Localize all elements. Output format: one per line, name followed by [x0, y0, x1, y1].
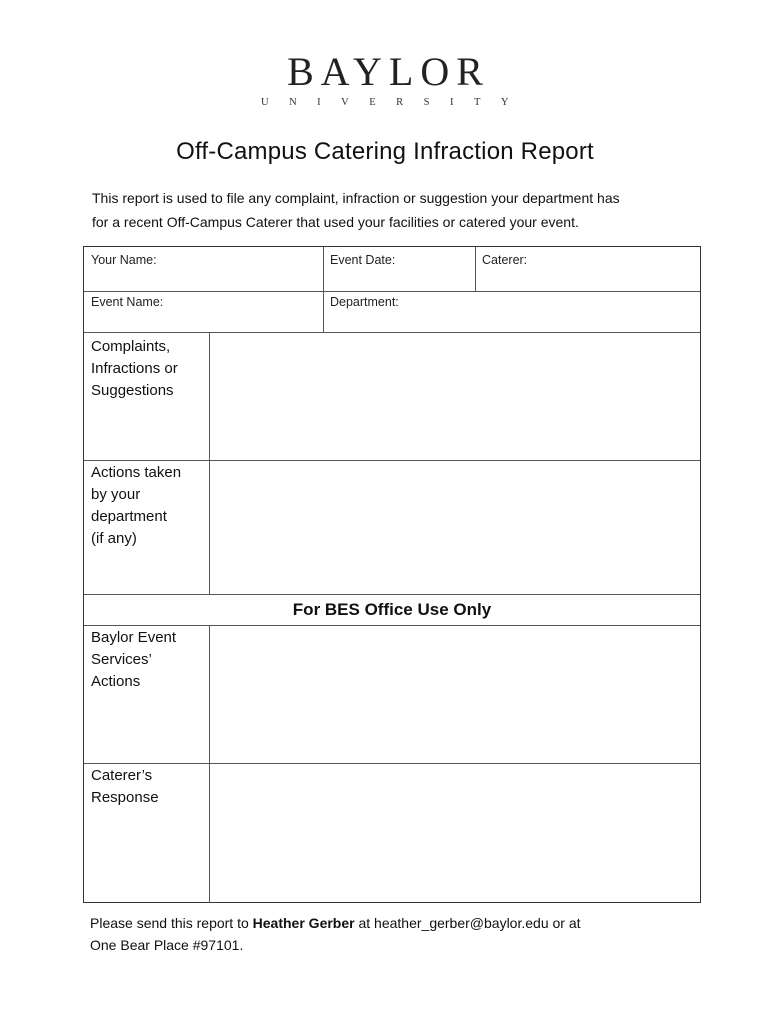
baylor-logo — [0, 49, 770, 108]
actions-taken-label-line: Actions taken — [91, 464, 182, 481]
event-date-label: Event Date: — [330, 253, 396, 267]
footer-address: One Bear Place #97101. — [90, 937, 244, 953]
complaints-field[interactable] — [210, 333, 700, 460]
bes-office-use-heading: For BES Office Use Only — [292, 600, 492, 619]
caterer-response-label-line: Response — [91, 789, 159, 806]
actions-taken-label-line: by your — [91, 486, 141, 503]
bes-actions-field[interactable] — [210, 626, 700, 763]
bes-actions-label-line: Actions — [91, 673, 141, 690]
your-name-field[interactable] — [84, 247, 323, 291]
intro-line-1: This report is used to file any complaint, infraction or suggestion your department has — [92, 190, 620, 206]
intro-text — [92, 186, 712, 234]
caterer-response-label — [91, 765, 206, 809]
actions-taken-label-line: (if any) — [91, 530, 137, 547]
caterer-response-field[interactable] — [210, 764, 700, 902]
report-form — [83, 246, 701, 903]
event-name-label: Event Name: — [91, 295, 164, 309]
caterer-field[interactable] — [476, 247, 700, 291]
page-title: Off-Campus Catering Infraction Report — [176, 138, 594, 165]
department-field[interactable] — [324, 292, 700, 332]
bes-actions-label — [91, 627, 206, 693]
bes-actions-label-line: Services’ — [91, 651, 152, 668]
caterer-label: Caterer: — [482, 253, 528, 267]
footer-contact-email: at heather_gerber@baylor.edu or at — [354, 915, 581, 931]
footer-prefix: Please send this report to — [90, 915, 253, 931]
event-name-field[interactable] — [84, 292, 323, 332]
caterer-response-label-line: Caterer’s — [91, 767, 153, 784]
footer-instructions — [90, 912, 710, 956]
logo-subtitle: UNIVERSITY — [261, 97, 529, 108]
bes-actions-label-line: Baylor Event — [91, 629, 177, 646]
actions-taken-field[interactable] — [210, 461, 700, 594]
actions-taken-label — [91, 462, 206, 550]
contact-name: Heather Gerber — [252, 915, 355, 931]
logo-wordmark: BAYLOR — [287, 49, 490, 94]
event-date-field[interactable] — [324, 247, 475, 291]
actions-taken-label-line: department — [91, 508, 167, 525]
complaints-label-line: Infractions or — [91, 360, 178, 377]
complaints-label-line: Suggestions — [91, 382, 174, 399]
complaints-label — [91, 336, 206, 402]
department-label: Department: — [330, 295, 399, 309]
footer-line-1 — [90, 912, 710, 934]
intro-line-2: for a recent Off-Campus Caterer that used your facilities or catered your event. — [92, 214, 579, 230]
your-name-label: Your Name: — [91, 253, 157, 267]
complaints-label-line: Complaints, — [91, 338, 171, 355]
